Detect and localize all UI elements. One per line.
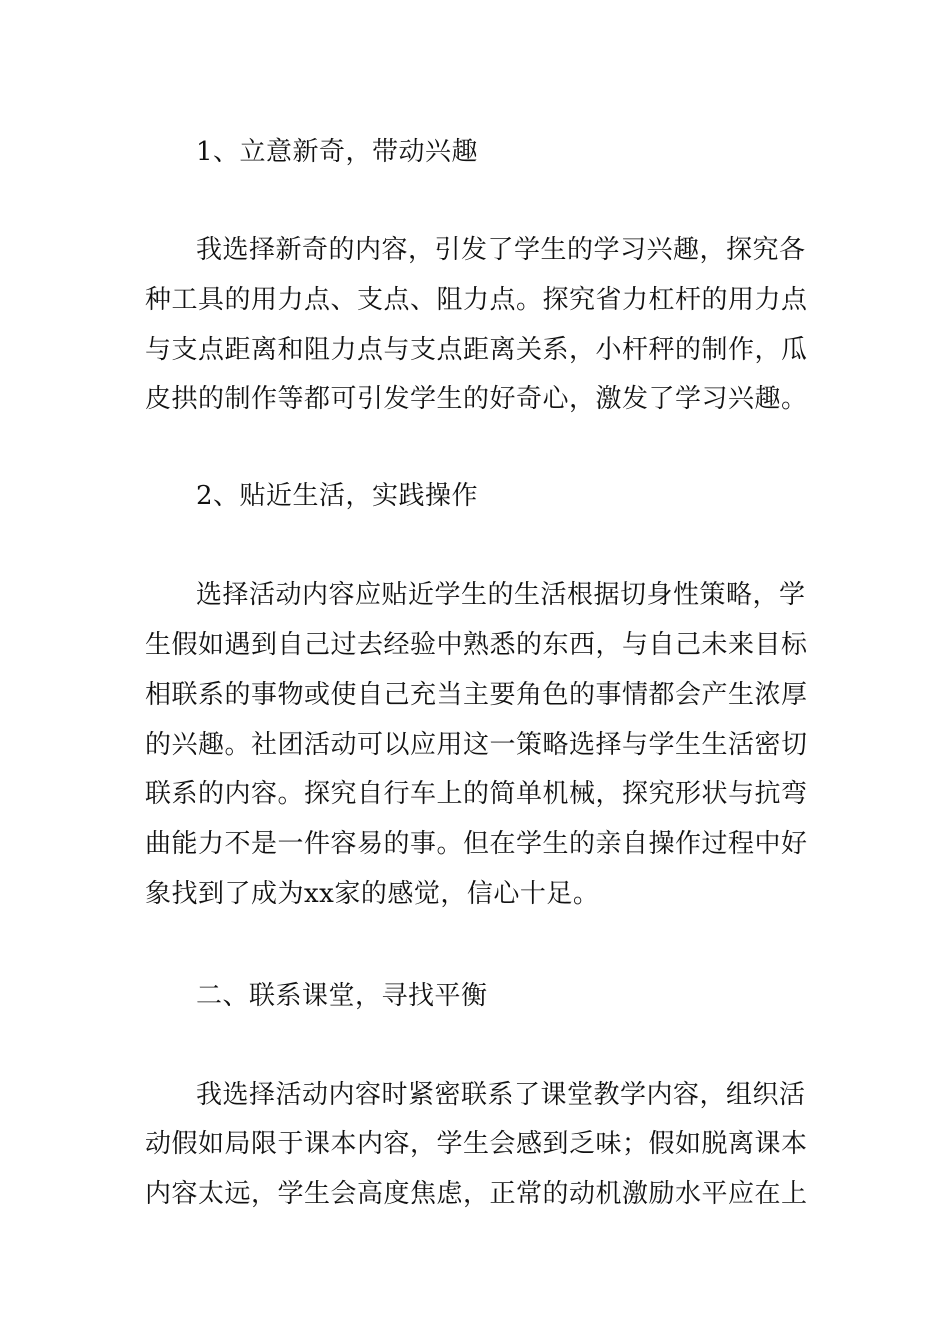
section-heading-2: 2、贴近生活，实践操作 — [196, 481, 479, 511]
paragraph-line: 我选择新奇的内容，引发了学生的学习兴趣，探究各 — [196, 235, 806, 265]
paragraph-line: 动假如局限于课本内容，学生会感到乏味；假如脱离课本 — [145, 1129, 808, 1159]
paragraph-line: 我选择活动内容时紧密联系了课堂教学内容，组织活 — [196, 1080, 806, 1110]
paragraph-line: 种工具的用力点、支点、阻力点。探究省力杠杆的用力点 — [145, 285, 808, 315]
paragraph-line: 相联系的事物或使自己充当主要角色的事情都会产生浓厚 — [145, 680, 808, 710]
section-heading-1: 1、立意新奇，带动兴趣 — [196, 137, 479, 167]
paragraph-line: 皮拱的制作等都可引发学生的好奇心，激发了学习兴趣。 — [145, 384, 808, 414]
paragraph-line: 与支点距离和阻力点与支点距离关系，小杆秤的制作，瓜 — [145, 335, 808, 365]
paragraph-line: 的兴趣。社团活动可以应用这一策略选择与学生生活密切 — [145, 730, 808, 760]
paragraph-line: 内容太远，学生会高度焦虑，正常的动机激励水平应在上 — [145, 1179, 808, 1209]
paragraph-line: 选择活动内容应贴近学生的生活根据切身性策略，学 — [196, 580, 806, 610]
section-heading-3: 二、联系课堂，寻找平衡 — [196, 981, 488, 1011]
paragraph-line: 曲能力不是一件容易的事。但在学生的亲自操作过程中好 — [145, 829, 808, 859]
paragraph-line: 象找到了成为xx家的感觉，信心十足。 — [145, 879, 600, 909]
paragraph-line: 联系的内容。探究自行车上的简单机械，探究形状与抗弯 — [145, 779, 808, 809]
paragraph-line: 生假如遇到自己过去经验中熟悉的东西，与自己未来目标 — [145, 630, 808, 660]
